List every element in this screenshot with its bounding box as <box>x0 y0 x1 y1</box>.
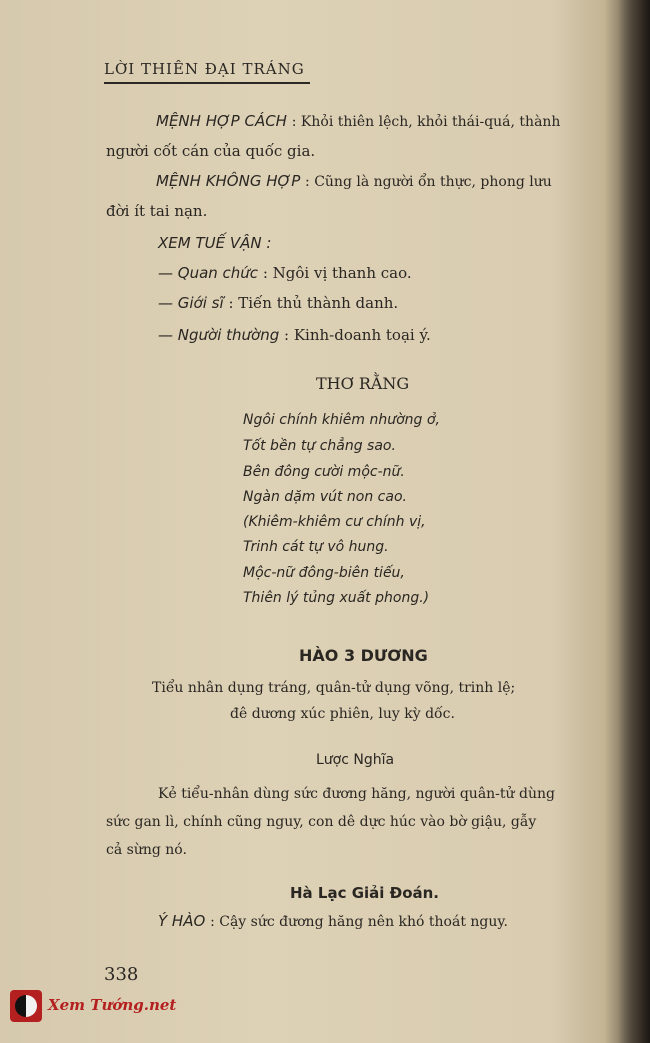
poem-line: Ngôi chính khiêm nhường ở, <box>243 412 440 428</box>
hao-3-line2: đê dương xúc phiên, luy kỳ dốc. <box>230 706 455 722</box>
y-hao-text: : Cậy sức đương hăng nên khó thoát nguy. <box>210 914 508 930</box>
menh-khong-line2: đời ít tai nạn. <box>106 202 208 220</box>
page-number: 338 <box>104 964 139 985</box>
bleed-through-texture <box>150 38 154 53</box>
menh-khong-label: MỆNH KHÔNG HỢP <box>156 172 301 190</box>
luoc-nghia-line2: sức gan lì, chính cũng nguy, con dê dực húc vào bờ giậu, gẫy <box>106 814 537 830</box>
item-label: — Giới sĩ <box>158 294 224 312</box>
hao-3-line1: Tiểu nhân dụng tráng, quân-tử dụng võng, trinh lệ; <box>152 680 516 696</box>
poem-line: Ngàn dặm vút non cao. <box>243 489 407 505</box>
running-header: LỜI THIÊN ĐẠI TRÁNG <box>104 60 310 84</box>
ha-lac-title: Hà Lạc Giải Đoán. <box>290 884 440 902</box>
page-edge-shadow <box>618 0 650 1043</box>
poem-line: Mộc-nữ đông-biên tiếu, <box>243 565 405 581</box>
y-hao-line <box>158 912 508 930</box>
menh-khong-line1 <box>156 172 552 190</box>
luoc-nghia-title: Lược Nghĩa <box>316 752 395 768</box>
item-text: : Ngôi vị thanh cao. <box>262 264 412 282</box>
poem-line: Bên đông cười mộc-nữ. <box>243 464 405 480</box>
yin-yang-icon <box>10 990 42 1022</box>
poem-line: Tốt bền tự chẳng sao. <box>243 438 396 454</box>
watermark-logo <box>8 988 177 1026</box>
menh-hop-text: : Khỏi thiên lệch, khỏi thái-quá, thành <box>291 114 561 130</box>
hao-3-title: HÀO 3 DƯƠNG <box>299 646 428 665</box>
poem-line: (Khiêm-khiêm cư chính vị, <box>243 514 426 530</box>
xem-tue-van: XEM TUẾ VẬN : <box>158 234 272 252</box>
menh-khong-text: : Cũng là người ổn thực, phong lưu <box>305 174 552 190</box>
menh-hop-line2: người cốt cán của quốc gia. <box>106 142 316 160</box>
item-text: : Tiến thủ thành danh. <box>228 294 399 312</box>
item-text: : Kinh-doanh toại ý. <box>284 326 431 344</box>
tue-van-item <box>158 294 398 312</box>
tue-van-item <box>158 326 431 344</box>
menh-hop-label: MỆNH HỢP CÁCH <box>156 112 287 130</box>
item-label: — Người thường <box>158 326 280 344</box>
menh-hop-line1 <box>156 112 560 130</box>
y-hao-label: Ý HÀO <box>158 912 206 930</box>
luoc-nghia-line3: cả sừng nó. <box>106 842 187 858</box>
poem-line: Thiên lý tủng xuất phong.) <box>243 590 430 606</box>
item-label: — Quan chức <box>158 264 259 282</box>
poem-title: THƠ RẰNG <box>316 374 410 393</box>
tue-van-item <box>158 264 412 282</box>
poem-line: Trinh cát tự vô hung. <box>243 539 389 555</box>
yin-yang-symbol <box>15 995 37 1017</box>
watermark-text: Xem Tướng.net <box>48 996 177 1014</box>
luoc-nghia-line1: Kẻ tiểu-nhân dùng sức đương hăng, người quân-tử dùng <box>158 786 555 802</box>
